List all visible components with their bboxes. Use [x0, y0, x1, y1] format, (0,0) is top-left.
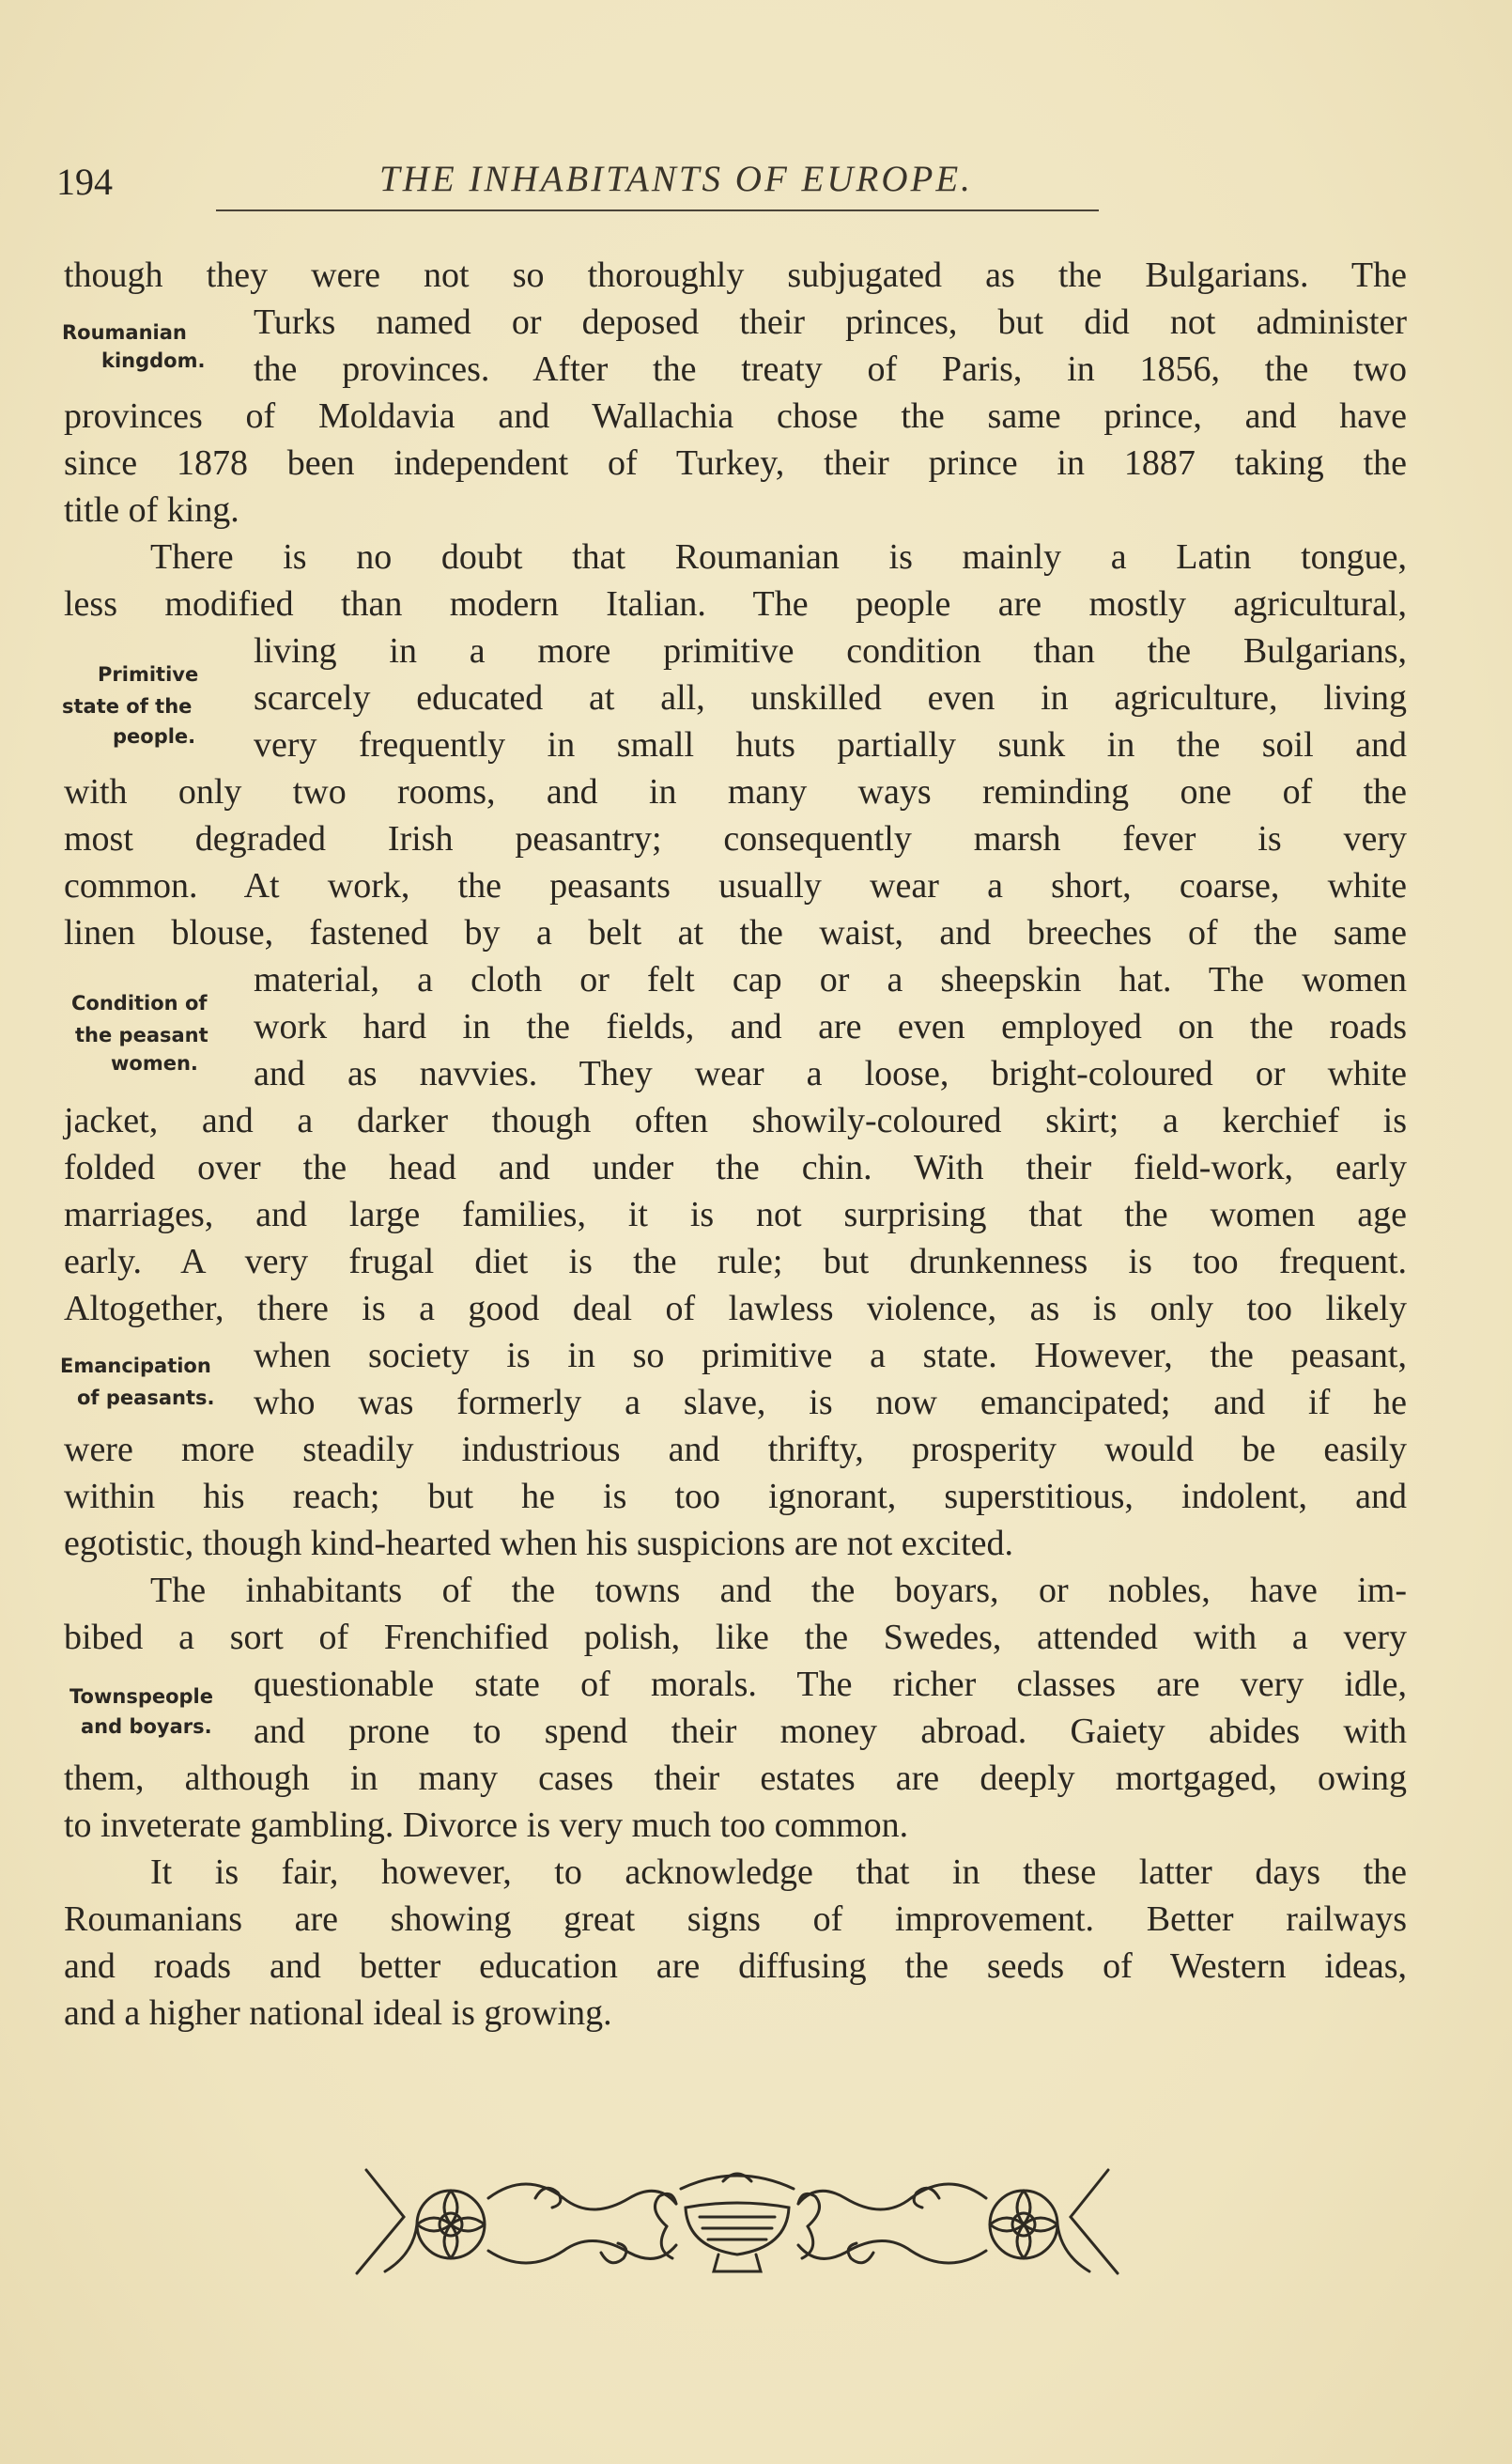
text-line: linen blouse, fastened by a belt at the waist, and breeches of the same — [64, 913, 1407, 953]
text-line: and a higher national ideal is growing. — [64, 1993, 612, 2033]
text-line: Turks named or deposed their princes, but did not administer — [254, 302, 1407, 342]
margin-note: Townspeople — [69, 1685, 213, 1708]
text-line: and roads and better education are diffusing the seeds of Western ideas, — [64, 1946, 1407, 1986]
text-line: scarcely educated at all, unskilled even in agriculture, living — [254, 678, 1407, 718]
margin-note: state of the — [62, 695, 193, 718]
page-number: 194 — [56, 161, 113, 203]
margin-note: and boyars. — [81, 1715, 212, 1738]
text-line: questionable state of morals. The richer classes are very idle, — [254, 1665, 1407, 1704]
header-rule — [216, 209, 1099, 211]
text-line: very frequently in small huts partially sunk in the soil and — [254, 725, 1407, 765]
text-line: common. At work, the peasants usually wear a short, coarse, white — [64, 866, 1407, 906]
text-line: and prone to spend their money abroad. Gaiety abides with — [254, 1712, 1407, 1751]
margin-note: people. — [113, 725, 196, 748]
text-line: were more steadily industrious and thrifty, prosperity would be easily — [64, 1430, 1407, 1469]
text-line: living in a more primitive condition than the Bulgarians, — [254, 631, 1407, 671]
text-line: to inveterate gambling. Divorce is very much too common. — [64, 1805, 909, 1845]
text-line: material, a cloth or felt cap or a sheepskin hat. The women — [254, 960, 1407, 1000]
margin-note: Roumanian — [62, 321, 187, 344]
margin-note: of peasants. — [77, 1387, 215, 1409]
margin-note: Condition of — [71, 992, 208, 1015]
text-line: them, although in many cases their estates are deeply mortgaged, owing — [64, 1759, 1407, 1798]
text-line: folded over the head and under the chin. With their field-work, early — [64, 1148, 1407, 1187]
text-line: early. A very frugal diet is the rule; but drunkenness is too frequent. — [64, 1242, 1407, 1281]
tailpiece-ornament — [347, 2161, 1127, 2283]
text-line: and as navvies. They wear a loose, bright-coloured or white — [254, 1054, 1407, 1093]
text-line: with only two rooms, and in many ways reminding one of the — [64, 772, 1407, 812]
text-line: the provinces. After the treaty of Paris, in 1856, the two — [254, 349, 1407, 389]
text-line: egotistic, though kind-hearted when his suspicions are not excited. — [64, 1524, 1013, 1563]
text-line: Roumanians are showing great signs of improvement. Better railways — [64, 1899, 1407, 1939]
text-line: bibed a sort of Frenchified polish, like the Swedes, attended with a very — [64, 1618, 1407, 1657]
text-line: who was formerly a slave, is now emancipated; and if he — [254, 1383, 1407, 1422]
text-line: though they were not so thoroughly subjugated as the Bulgarians. The — [64, 256, 1407, 295]
text-line: less modified than modern Italian. The people are mostly agricultural, — [64, 584, 1407, 624]
margin-note: Primitive — [98, 663, 199, 686]
text-line: Altogether, there is a good deal of lawless violence, as is only too likely — [64, 1289, 1407, 1328]
margin-note: kingdom. — [101, 349, 206, 372]
running-title: THE INHABITANTS OF EUROPE. — [379, 159, 973, 199]
text-line: when society is in so primitive a state. However, the peasant, — [254, 1336, 1407, 1375]
text-line: within his reach; but he is too ignorant, superstitious, indolent, and — [64, 1477, 1407, 1516]
text-line: The inhabitants of the towns and the boyars, or nobles, have im- — [150, 1571, 1407, 1610]
page-header — [56, 158, 1099, 205]
text-line: since 1878 been independent of Turkey, their prince in 1887 taking the — [64, 443, 1407, 483]
text-line: marriages, and large families, it is not surprising that the women age — [64, 1195, 1407, 1234]
margin-note: Emancipation — [60, 1355, 211, 1377]
text-line: title of king. — [64, 490, 239, 530]
text-line: work hard in the fields, and are even employed on the roads — [254, 1007, 1407, 1046]
text-line: It is fair, however, to acknowledge that in these latter days the — [150, 1852, 1407, 1892]
text-line: There is no doubt that Roumanian is mainly a Latin tongue, — [150, 537, 1407, 577]
text-line: most degraded Irish peasantry; consequently marsh fever is very — [64, 819, 1407, 859]
text-line: jacket, and a darker though often showily-coloured skirt; a kerchief is — [64, 1101, 1407, 1140]
margin-note: women. — [111, 1052, 198, 1075]
text-line: provinces of Moldavia and Wallachia chose the same prince, and have — [64, 396, 1407, 436]
margin-note: the peasant — [75, 1024, 208, 1046]
